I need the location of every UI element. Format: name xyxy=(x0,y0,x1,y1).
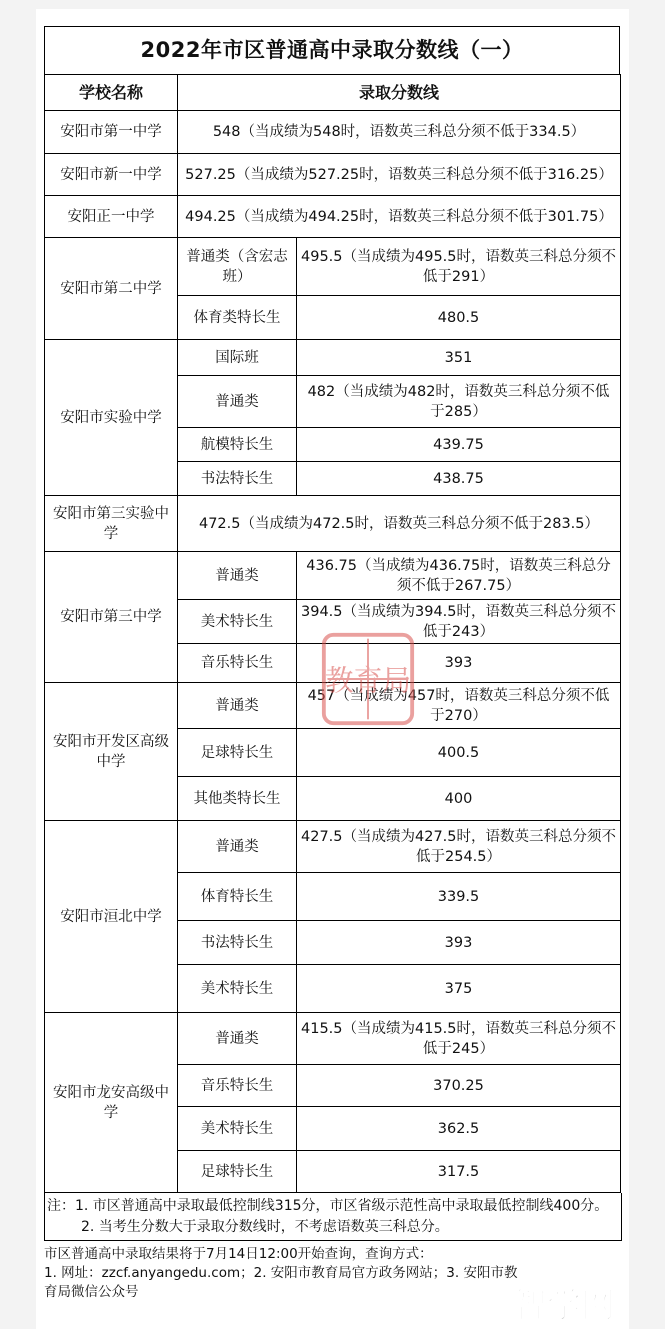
score-cell: 480.5 xyxy=(297,296,621,340)
school-name-cell: 安阳正一中学 xyxy=(45,196,178,238)
category-cell: 美术特长生 xyxy=(178,965,297,1013)
category-cell: 普通类 xyxy=(178,683,297,729)
score-cell: 317.5 xyxy=(297,1151,621,1193)
score-cell: 393 xyxy=(297,921,621,965)
school-name-cell: 安阳市第一中学 xyxy=(45,111,178,154)
score-cell: 436.75（当成绩为436.75时，语数英三科总分须不低于267.75） xyxy=(297,552,621,600)
category-cell: 国际班 xyxy=(178,340,297,376)
header-score: 录取分数线 xyxy=(178,75,621,111)
score-cell: 438.75 xyxy=(297,462,621,496)
footer-line-2: 1. 网址：zzcf.anyangedu.com；2. 安阳市教育局官方政务网站；3. 安阳市教 xyxy=(44,1265,518,1281)
header-school: 学校名称 xyxy=(45,75,178,111)
table-row xyxy=(45,340,621,376)
category-cell: 其他类特长生 xyxy=(178,777,297,821)
category-cell: 普通类 xyxy=(178,376,297,428)
table-row xyxy=(45,552,621,600)
score-cell: 472.5（当成绩为472.5时，语数英三科总分须不低于283.5） xyxy=(178,496,621,552)
svg-text:教育局: 教育局 xyxy=(324,663,412,698)
school-name-cell: 安阳市开发区高级中学 xyxy=(45,683,178,821)
score-cell: 394.5（当成绩为394.5时，语数英三科总分须不低于243） xyxy=(297,600,621,644)
category-cell: 足球特长生 xyxy=(178,729,297,777)
school-name-cell: 安阳市龙安高级中学 xyxy=(45,1013,178,1193)
table-row xyxy=(45,196,621,238)
school-name-cell: 安阳市第三中学 xyxy=(45,552,178,683)
category-cell: 书法特长生 xyxy=(178,462,297,496)
score-cell: 351 xyxy=(297,340,621,376)
table-row xyxy=(45,496,621,552)
score-cell: 439.75 xyxy=(297,428,621,462)
table-row xyxy=(45,154,621,196)
category-cell: 普通类 xyxy=(178,552,297,600)
score-cell: 400.5 xyxy=(297,729,621,777)
score-cell: 370.25 xyxy=(297,1065,621,1107)
score-cell: 482（当成绩为482时，语数英三科总分须不低于285） xyxy=(297,376,621,428)
score-cell: 393 xyxy=(297,644,621,683)
footer-line-3: 育局微信公众号 xyxy=(44,1284,139,1300)
table-row xyxy=(45,111,621,154)
score-cell: 415.5（当成绩为415.5时，语数英三科总分须不低于245） xyxy=(297,1013,621,1065)
score-table xyxy=(44,74,621,1193)
score-cell: 495.5（当成绩为495.5时，语数英三科总分须不低于291） xyxy=(297,238,621,296)
table-header-row xyxy=(45,75,621,111)
score-cell: 527.25（当成绩为527.25时，语数英三科总分须不低于316.25） xyxy=(178,154,621,196)
footer-text xyxy=(44,1245,620,1307)
school-name-cell: 安阳市洹北中学 xyxy=(45,821,178,1013)
category-cell: 美术特长生 xyxy=(178,600,297,644)
category-cell: 体育类特长生 xyxy=(178,296,297,340)
score-cell: 457（当成绩为457时，语数英三科总分须不低于270） xyxy=(297,683,621,729)
school-name-cell: 安阳市第三实验中学 xyxy=(45,496,178,552)
category-cell: 足球特长生 xyxy=(178,1151,297,1193)
note-1: 注：1. 市区普通高中录取最低控制线315分，市区省级示范性高中录取最低控制线400分。 xyxy=(47,1198,609,1214)
score-cell: 400 xyxy=(297,777,621,821)
category-cell: 普通类（含宏志班） xyxy=(178,238,297,296)
footer-line-1: 市区普通高中录取结果将于7月14日12:00开始查询，查询方式： xyxy=(44,1246,433,1262)
category-cell: 航模特长生 xyxy=(178,428,297,462)
category-cell: 音乐特长生 xyxy=(178,1065,297,1107)
document-page xyxy=(36,9,629,1329)
svg-text:智学网: 智学网 xyxy=(513,1286,615,1326)
document-title: 2022年市区普通高中录取分数线（一） xyxy=(44,26,620,74)
table-row xyxy=(45,238,621,296)
category-cell: 美术特长生 xyxy=(178,1107,297,1151)
score-cell: 339.5 xyxy=(297,873,621,921)
score-document xyxy=(44,26,620,1307)
category-cell: 普通类 xyxy=(178,821,297,873)
score-cell: 494.25（当成绩为494.25时，语数英三科总分须不低于301.75） xyxy=(178,196,621,238)
table-row xyxy=(45,1013,621,1065)
score-cell: 375 xyxy=(297,965,621,1013)
score-cell: 548（当成绩为548时，语数英三科总分须不低于334.5） xyxy=(178,111,621,154)
school-name-cell: 安阳市第二中学 xyxy=(45,238,178,340)
category-cell: 普通类 xyxy=(178,1013,297,1065)
school-name-cell: 安阳市新一中学 xyxy=(45,154,178,196)
category-cell: 音乐特长生 xyxy=(178,644,297,683)
table-row xyxy=(45,821,621,873)
note-2: 2. 当考生分数大于录取分数线时，不考虑语数英三科总分。 xyxy=(81,1219,449,1235)
school-name-cell: 安阳市实验中学 xyxy=(45,340,178,496)
category-cell: 书法特长生 xyxy=(178,921,297,965)
table-row xyxy=(45,683,621,729)
score-cell: 427.5（当成绩为427.5时，语数英三科总分须不低于254.5） xyxy=(297,821,621,873)
notes-box xyxy=(44,1193,622,1241)
score-cell: 362.5 xyxy=(297,1107,621,1151)
category-cell: 体育特长生 xyxy=(178,873,297,921)
